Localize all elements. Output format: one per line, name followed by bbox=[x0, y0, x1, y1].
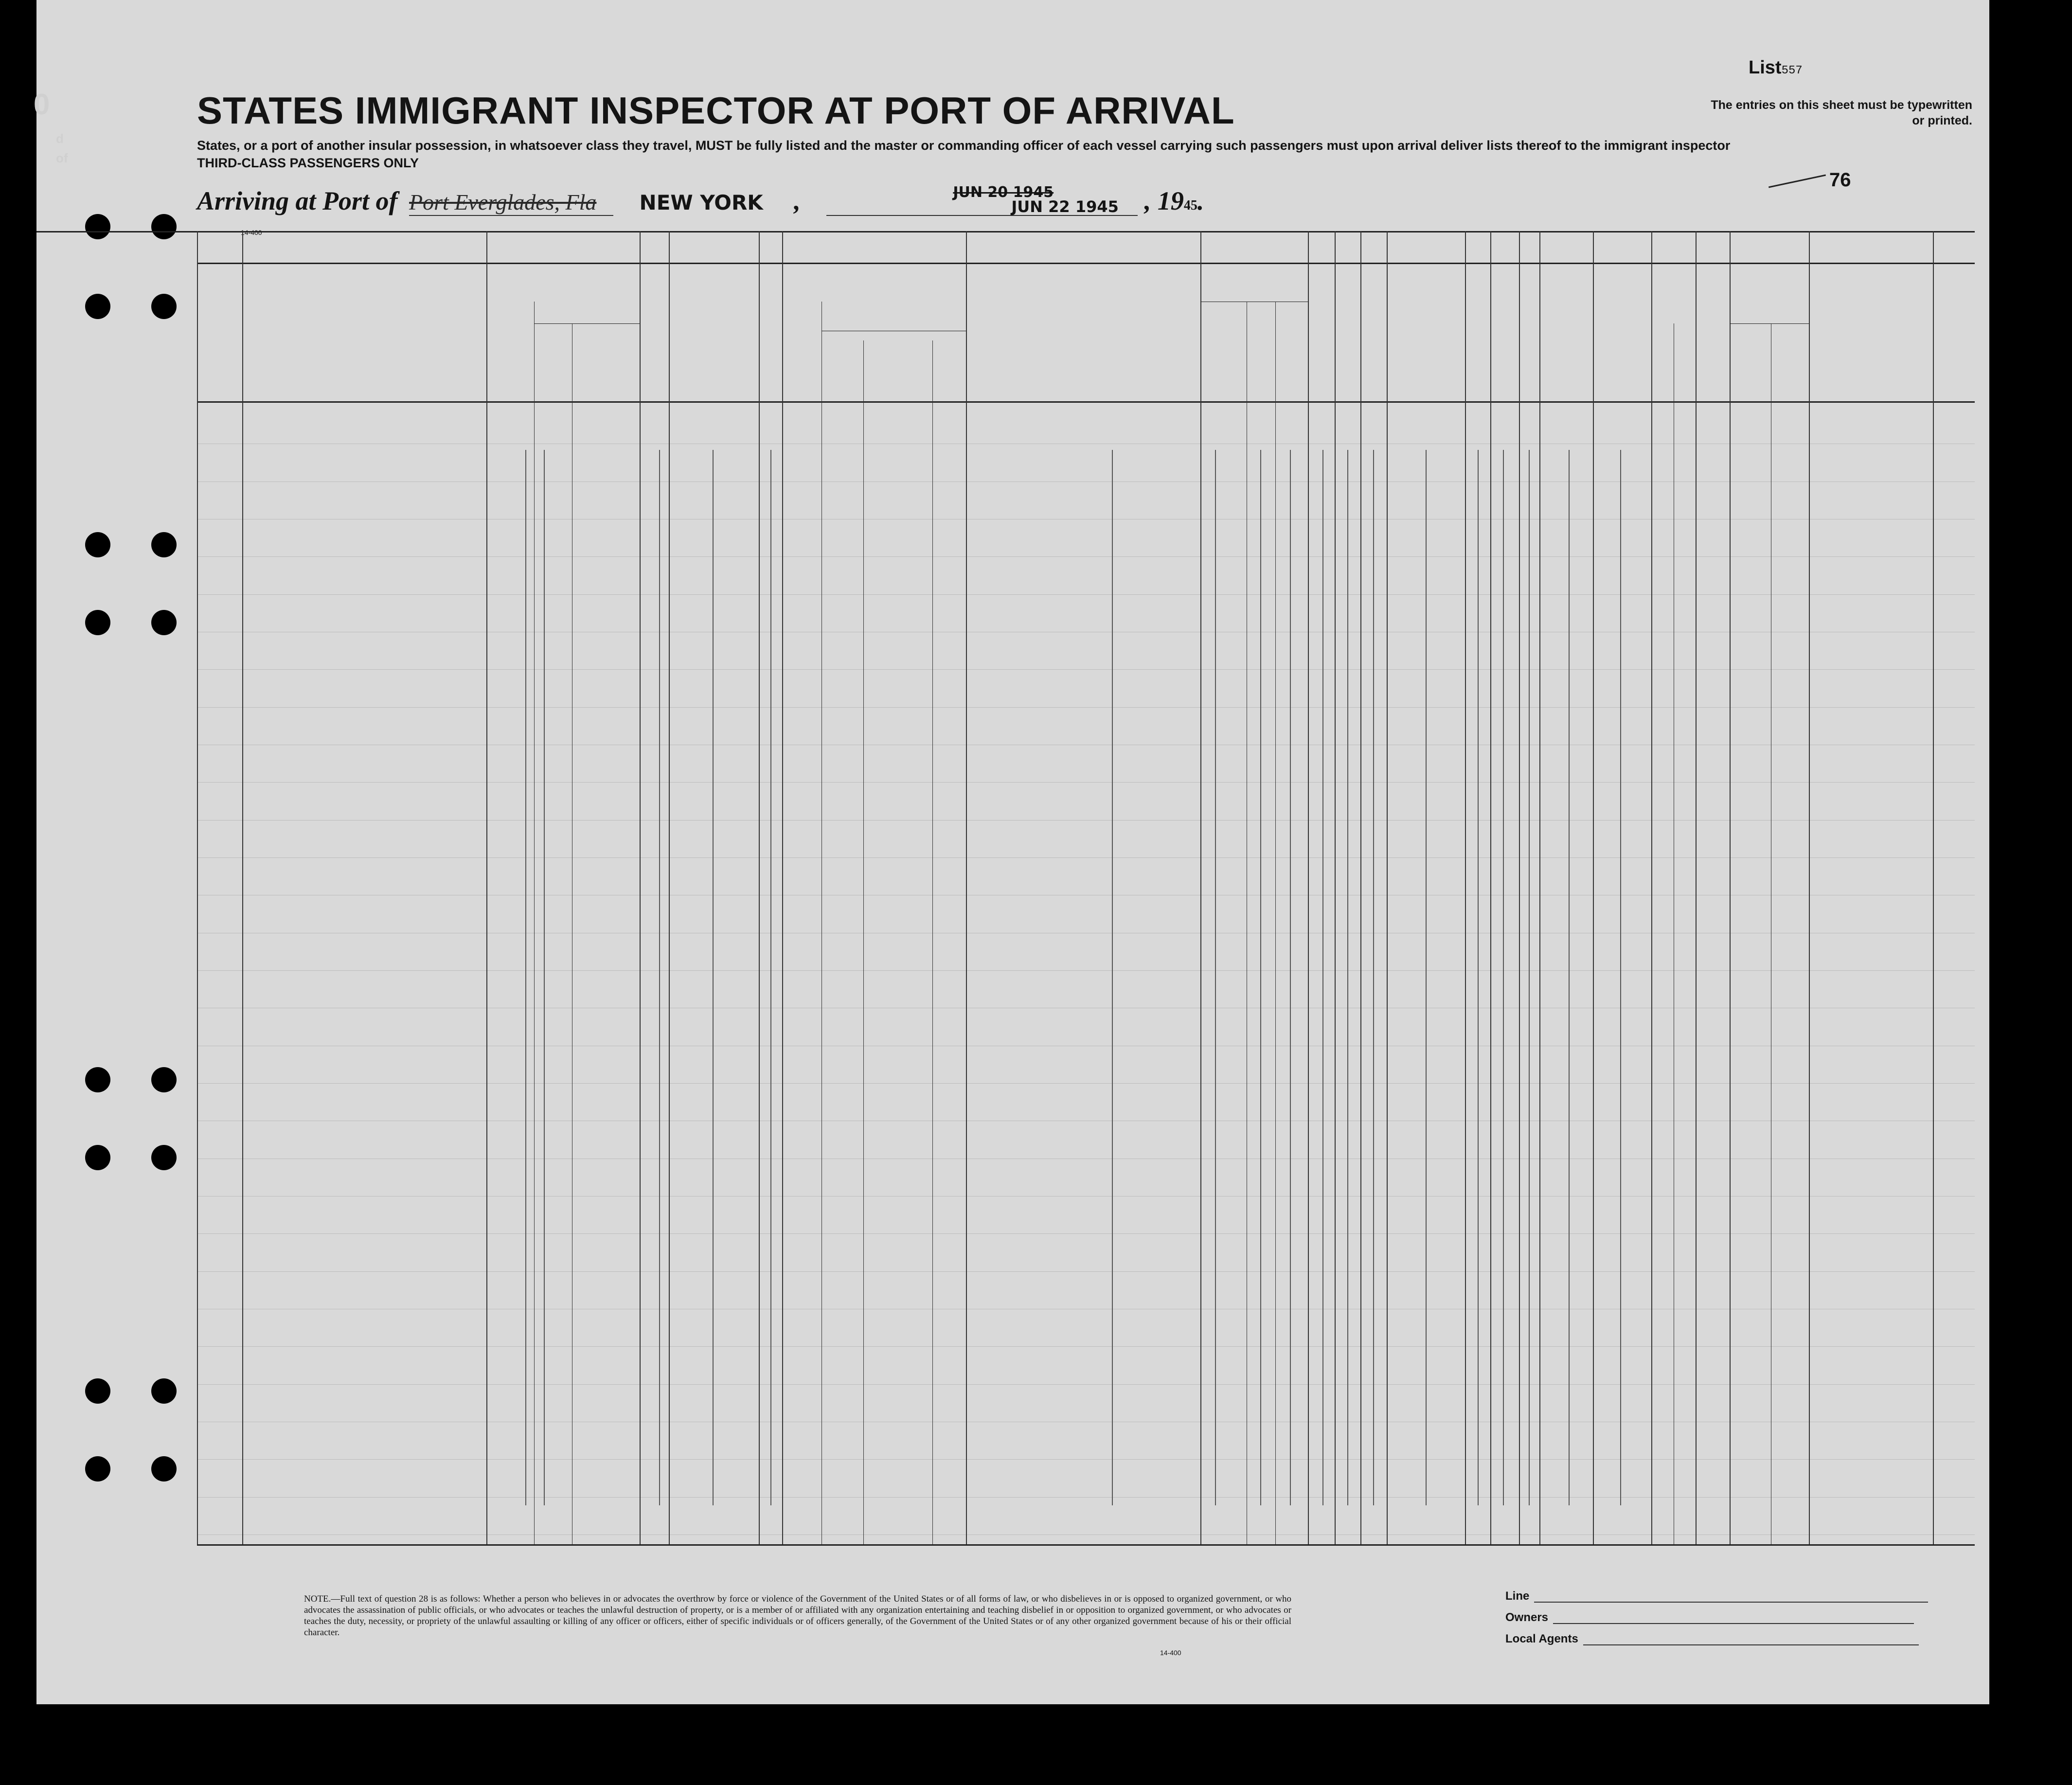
header-in-usa bbox=[536, 303, 638, 323]
punch-hole bbox=[151, 610, 177, 635]
owners-label: Owners bbox=[1505, 1611, 1549, 1624]
header-purpose-length bbox=[1249, 304, 1275, 396]
row-rule bbox=[197, 857, 1975, 858]
column-rule bbox=[1335, 231, 1336, 1544]
row-rule bbox=[197, 820, 1975, 821]
date-field bbox=[826, 184, 1138, 216]
list-number bbox=[1749, 57, 1803, 78]
header-arrested bbox=[1522, 272, 1539, 394]
row-rule bbox=[197, 1497, 1975, 1498]
rule-top bbox=[36, 231, 1975, 232]
column-rule bbox=[1593, 231, 1594, 1544]
line-label: Line bbox=[1505, 1589, 1530, 1603]
header-final-destination bbox=[488, 276, 638, 290]
struck-port: Port Everglades, Fla bbox=[409, 189, 613, 216]
header-health bbox=[1541, 294, 1591, 367]
column-rule bbox=[1730, 231, 1731, 1544]
list-number-value: 557 bbox=[1781, 64, 1803, 77]
column-rule bbox=[966, 231, 967, 1544]
punch-hole bbox=[85, 1378, 110, 1404]
header-labor-offer bbox=[1467, 272, 1489, 394]
class-line: THIRD-CLASS PASSENGERS ONLY bbox=[197, 156, 419, 170]
header-relative-address bbox=[244, 305, 485, 388]
row-rule bbox=[197, 1083, 1975, 1084]
row-rule bbox=[197, 707, 1975, 708]
column-rule bbox=[1696, 231, 1697, 1544]
footnote: NOTE.—Full text of question 28 is as follows: Whether a person who believes in or advocates the overthrow by force or violence of the Government of the United States or of all forms of law, or who disbelieves in or is opposed to organized government, or who advocates the assassination of public officials, or who advocates or teaches the unlawful destruction of property, or is a member of or affiliated with any organization entertaining and teaching disbelief in or opposition to organized government, or who advocates or teaches the duty, necessity, or propriety of the unlawful assaulting or killing of any officer or officers, either of specific individuals or of officers generally, of the Government of the United States or of any other organized government because of his or their official character. bbox=[304, 1594, 1291, 1638]
line-field bbox=[1505, 1586, 1928, 1607]
pencil-stroke bbox=[1768, 174, 1826, 188]
ditto-stroke bbox=[770, 450, 771, 1505]
ditto-stroke bbox=[1347, 450, 1348, 1505]
row-rule bbox=[197, 1459, 1975, 1460]
ditto-stroke bbox=[1569, 450, 1570, 1505]
year-prefix: 19 bbox=[1157, 186, 1184, 215]
punch-hole bbox=[151, 532, 177, 557]
column-rule bbox=[782, 231, 783, 1544]
punch-hole bbox=[151, 214, 177, 239]
header-ticket bbox=[645, 272, 663, 394]
header-purpose bbox=[1202, 276, 1306, 300]
row-rule bbox=[197, 669, 1975, 670]
header-state bbox=[536, 364, 571, 375]
sub-column-rule bbox=[932, 340, 933, 1544]
column-rule bbox=[1539, 231, 1540, 1544]
column-rule bbox=[640, 231, 641, 1544]
manifest-sheet bbox=[36, 0, 1989, 1704]
column-rule bbox=[759, 231, 760, 1544]
row-rule bbox=[197, 1346, 1975, 1347]
rule-numbers bbox=[197, 263, 1975, 264]
ditto-stroke bbox=[1322, 450, 1323, 1505]
header-deformed bbox=[1594, 294, 1650, 381]
header-last-residence bbox=[784, 311, 965, 321]
list-label: List bbox=[1749, 57, 1782, 78]
struck-date: JUN 20 1945 bbox=[953, 184, 1054, 201]
header-city bbox=[573, 364, 638, 375]
owners-field bbox=[1505, 1607, 1928, 1628]
agents-field bbox=[1505, 1628, 1928, 1650]
header-purpose-citizen bbox=[1277, 304, 1306, 396]
date-stamp: JUN 22 1945 bbox=[1011, 197, 1119, 216]
header-excluded bbox=[1494, 272, 1516, 394]
header-inches bbox=[1679, 350, 1691, 394]
header-where bbox=[865, 355, 931, 367]
header-date-departure bbox=[934, 340, 965, 384]
entries-note: The entries on this sheet must be typewritten or printed. bbox=[1711, 98, 1972, 127]
punch-hole bbox=[151, 294, 177, 319]
page-subtitle: States, or a port of another insular possession, in whatsoever class they travel, MUST be fully listed and the master or commanding officer of each vessel carrying such passengers must upon arrival deliver lists thereof to the immigrant inspector bbox=[197, 138, 1731, 153]
column-rule bbox=[197, 231, 198, 1544]
ditto-stroke bbox=[659, 450, 660, 1505]
column-rule bbox=[1465, 231, 1466, 1544]
header-passage-note bbox=[670, 337, 757, 398]
header-polygamist bbox=[1340, 272, 1355, 394]
punch-hole bbox=[85, 532, 110, 557]
punch-hole bbox=[151, 1456, 177, 1482]
header-no-on-list bbox=[198, 311, 241, 355]
rule-header bbox=[197, 401, 1975, 403]
punch-hole bbox=[85, 1456, 110, 1482]
column-rule bbox=[669, 231, 670, 1544]
form-number-bottom: 14-400 bbox=[1160, 1649, 1181, 1657]
header-overthrow bbox=[1396, 272, 1455, 394]
ditto-stroke bbox=[1620, 450, 1621, 1505]
ditto-stroke bbox=[525, 450, 526, 1505]
ditto-stroke bbox=[1260, 450, 1261, 1505]
column-rule bbox=[486, 231, 487, 1544]
punch-hole bbox=[151, 1378, 177, 1404]
header-hair bbox=[1731, 352, 1769, 365]
column-rule bbox=[1809, 231, 1810, 1544]
column-rule bbox=[1360, 231, 1361, 1544]
left-edge-fragment: 0 d of bbox=[34, 88, 68, 165]
arriving-label: Arriving at Port of bbox=[197, 186, 398, 215]
port-name: NEW YORK bbox=[639, 191, 763, 214]
column-rule bbox=[1308, 231, 1309, 1544]
ditto-stroke bbox=[544, 450, 545, 1505]
column-rule bbox=[1490, 231, 1491, 1544]
pencil-mark bbox=[1768, 169, 1851, 191]
ditto-stroke bbox=[1112, 450, 1113, 1505]
header-year-period bbox=[823, 348, 862, 382]
punch-hole bbox=[85, 610, 110, 635]
row-rule bbox=[197, 1384, 1975, 1385]
header-anarchist bbox=[1366, 272, 1381, 394]
header-feet bbox=[1657, 360, 1670, 394]
column-rule bbox=[1387, 231, 1388, 1544]
column-rule bbox=[1651, 231, 1652, 1544]
header-if-yes bbox=[823, 320, 965, 330]
signature-fields bbox=[1505, 1586, 1928, 1650]
header-final-destination-note bbox=[488, 291, 638, 301]
sub-column-rule bbox=[534, 302, 535, 1544]
column-rule bbox=[242, 231, 243, 1544]
punch-hole bbox=[85, 214, 110, 239]
ditto-stroke bbox=[1426, 450, 1427, 1505]
ditto-stroke bbox=[1215, 450, 1216, 1505]
header-height bbox=[1653, 287, 1694, 302]
pencil-number: 76 bbox=[1829, 169, 1851, 191]
ditto-stroke bbox=[713, 450, 714, 1505]
ditto-stroke bbox=[1503, 450, 1504, 1505]
row-rule bbox=[197, 1233, 1975, 1234]
punch-hole bbox=[151, 1067, 177, 1092]
punch-hole bbox=[85, 294, 110, 319]
sub-column-rule bbox=[1275, 302, 1276, 1544]
row-rule bbox=[197, 782, 1975, 783]
ditto-stroke bbox=[1478, 450, 1479, 1505]
column-rule bbox=[1200, 231, 1201, 1544]
arriving-line: Arriving at Port of Port Everglades, Fla NEW YORK , JUN 20 1945 JUN 22 1945 , 1945. bbox=[197, 184, 1204, 216]
sub-header-rule bbox=[1730, 323, 1809, 324]
header-join-relative bbox=[967, 305, 1199, 359]
header-complexion bbox=[1697, 318, 1728, 347]
page-title: STATES IMMIGRANT INSPECTOR AT PORT OF ARRIVAL bbox=[197, 89, 1235, 132]
header-passage-paid bbox=[670, 298, 757, 336]
header-money bbox=[763, 272, 780, 394]
header-color-of bbox=[1731, 287, 1807, 302]
column-rule bbox=[1933, 231, 1934, 1544]
sub-column-rule bbox=[863, 340, 864, 1544]
header-eyes bbox=[1772, 352, 1807, 365]
header-yes-no bbox=[784, 336, 820, 357]
sub-header-rule bbox=[534, 323, 640, 324]
year-suffix: 45 bbox=[1183, 198, 1197, 213]
header-marks bbox=[1810, 323, 1931, 338]
header-ever-before bbox=[784, 273, 965, 312]
column-rule bbox=[1519, 231, 1520, 1544]
rule-bottom bbox=[197, 1544, 1975, 1546]
header-purpose-return bbox=[1203, 304, 1242, 396]
header-prison bbox=[1310, 272, 1333, 394]
row-rule bbox=[197, 594, 1975, 595]
row-rule bbox=[197, 1271, 1975, 1272]
form-number-top: 14-400 bbox=[241, 229, 262, 236]
header-foreign-country bbox=[488, 311, 533, 384]
row-rule bbox=[197, 556, 1975, 557]
row-rule bbox=[197, 970, 1975, 971]
punch-hole bbox=[151, 1145, 177, 1170]
agents-label: Local Agents bbox=[1505, 1632, 1578, 1645]
punch-hole bbox=[85, 1067, 110, 1092]
ditto-stroke bbox=[1529, 450, 1530, 1505]
ditto-stroke bbox=[1290, 450, 1291, 1505]
punch-hole bbox=[85, 1145, 110, 1170]
ditto-stroke bbox=[1373, 450, 1374, 1505]
